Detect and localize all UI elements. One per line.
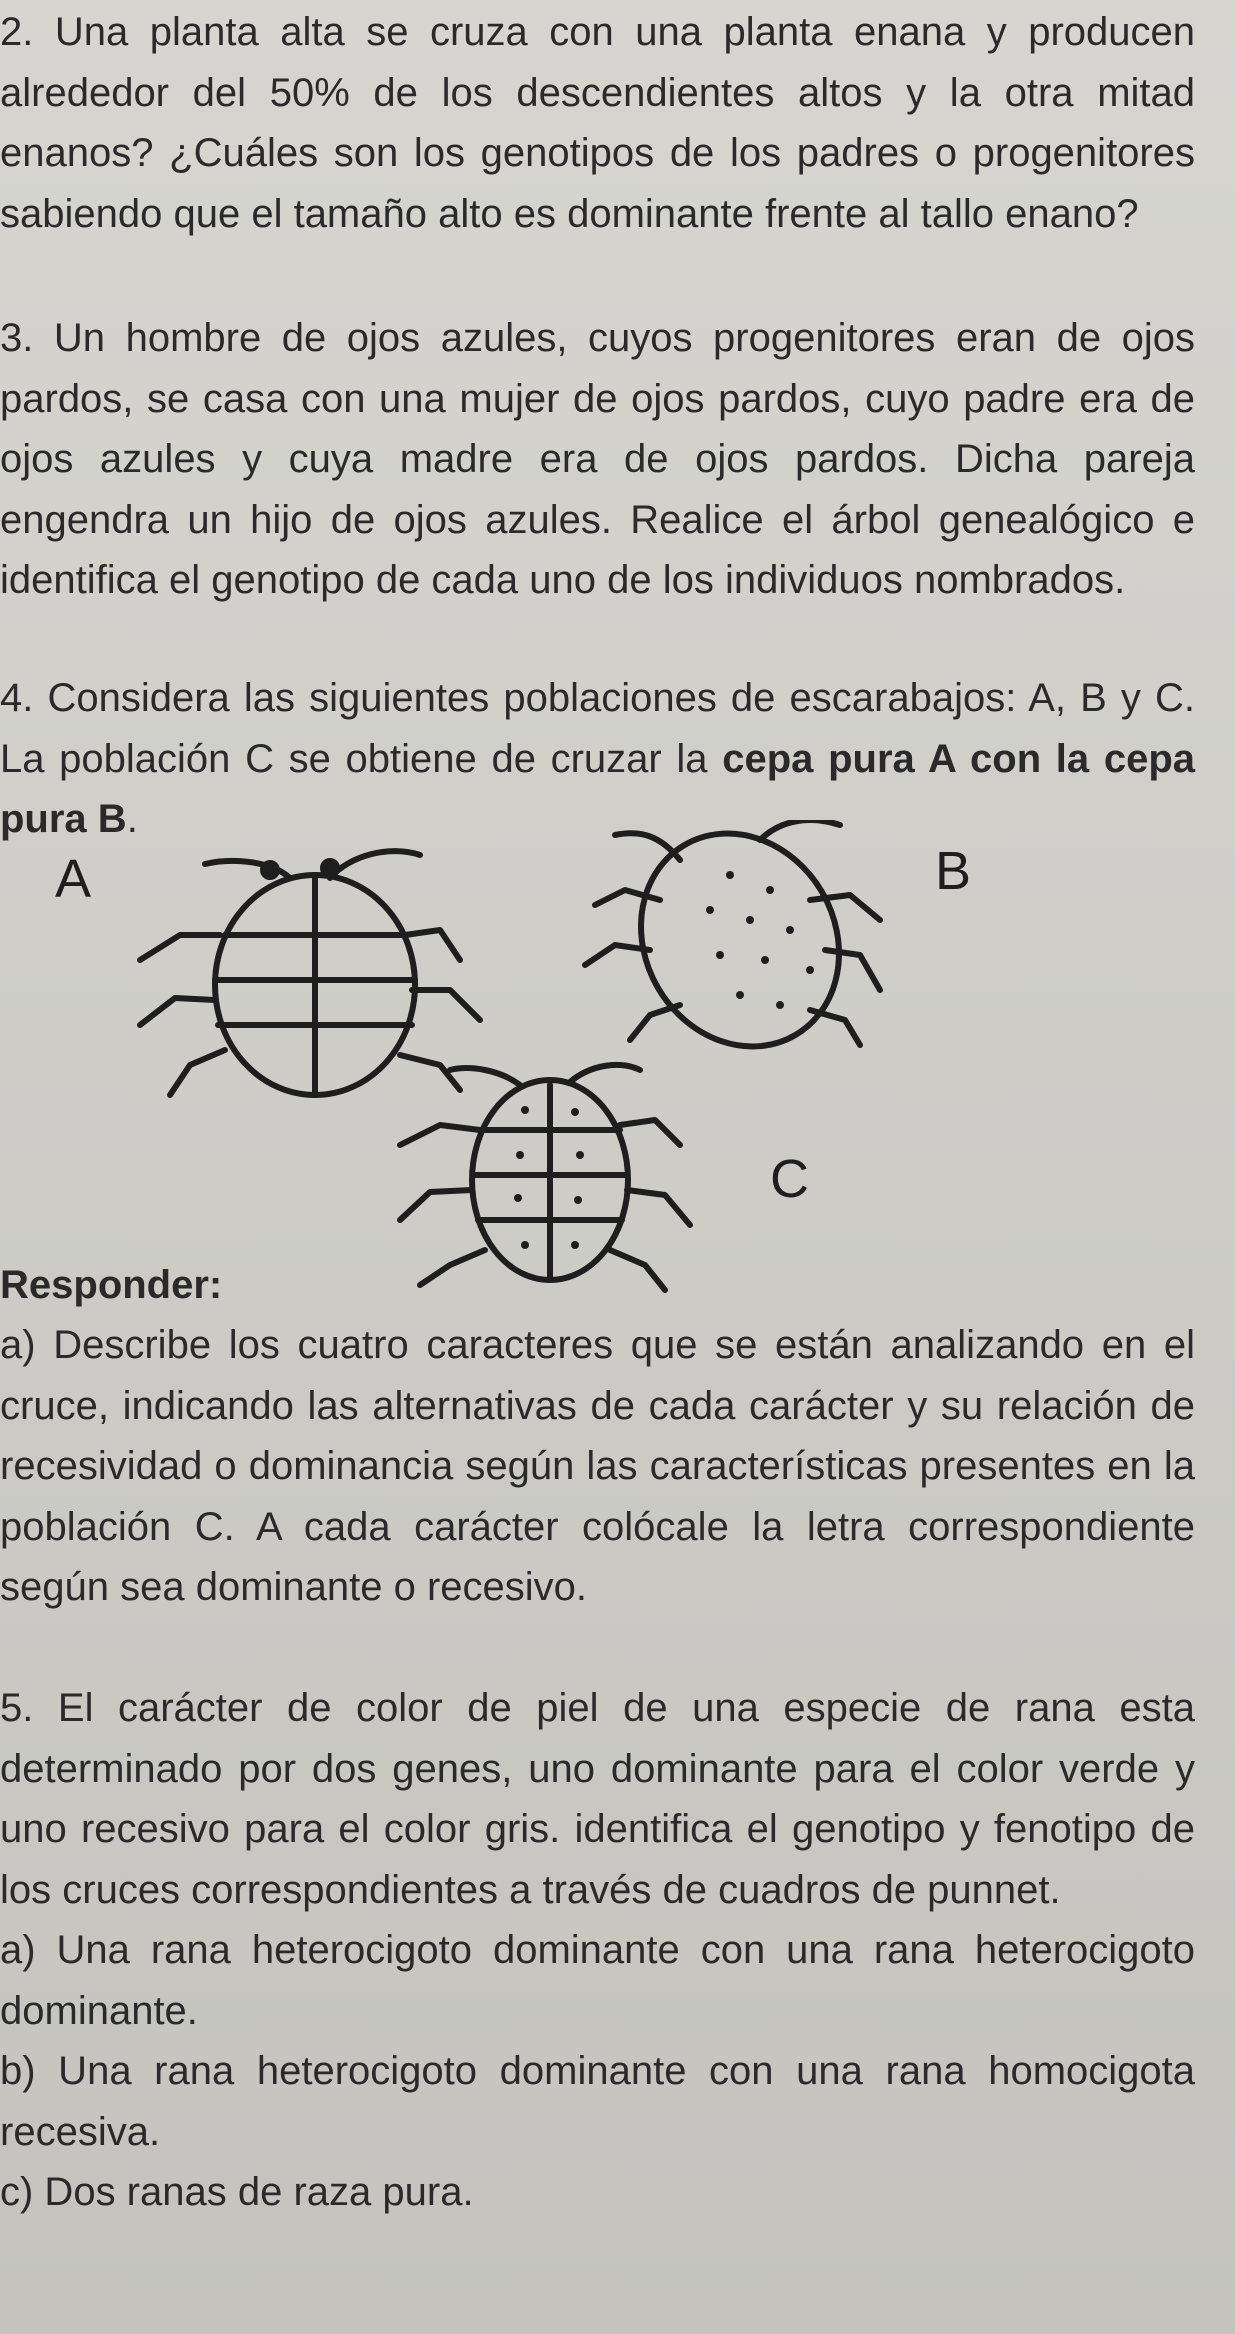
- question-4a: [0, 1315, 1195, 1618]
- beetle-drawings: [120, 820, 920, 1320]
- question-4a-text: a) Describe los cuatro caracteres que se están analizando en el cruce, indicando las alternativas de cada carácter y su relación de recesividad o dominancia según las características presentes en la población C. A cada carácter colócale la letra correspondiente según sea dominante o recesivo.: [0, 1323, 1195, 1609]
- respond-label: Responder:: [0, 1263, 223, 1307]
- question-2: [0, 2, 1195, 244]
- question-4-end: .: [126, 797, 138, 841]
- beetle-c: [400, 1065, 690, 1290]
- beetle-a-label: A: [55, 849, 92, 909]
- beetle-b: [585, 820, 880, 1083]
- question-5c-text: c) Dos ranas de raza pura.: [0, 2170, 474, 2214]
- question-5: [0, 1678, 1195, 2223]
- question-5-text: 5. El carácter de color de piel de una especie de rana esta determinado por dos genes, uno dominante para el color verde y uno recesivo para el color gris. identifica el genotipo y fenotipo de los cruces correspondientes a través de cuadros de punnet.: [0, 1686, 1195, 1912]
- question-5b-text: b) Una rana heterocigoto dominante con una rana homocigota recesiva.: [0, 2049, 1195, 2154]
- question-4-bold: cepa pura A con la cepa pura B: [0, 736, 1195, 841]
- question-4-intro: 4. Considera las siguientes poblaciones de escarabajos: A, B y C. La población C se obtiene de cruzar la: [0, 676, 1195, 781]
- question-5a-text: a) Una rana heterocigoto dominante con una rana heterocigoto dominante.: [0, 1928, 1195, 2033]
- beetle-b-label: B: [935, 841, 972, 901]
- question-3: [0, 308, 1195, 611]
- question-2-text: 2. Una planta alta se cruza con una planta enana y producen alrededor del 50% de los descendientes altos y la otra mitad enanos? ¿Cuáles son los genotipos de los padres o progenitores sabiendo que el tamaño alto es dominante frente al tallo enano?: [0, 10, 1195, 236]
- beetle-a: [140, 851, 480, 1095]
- beetle-c-label: C: [770, 1149, 809, 1209]
- question-3-text: 3. Un hombre de ojos azules, cuyos progenitores eran de ojos pardos, se casa con una mujer de ojos pardos, cuyo padre era de ojos azules y cuya madre era de ojos pardos. Dicha pareja engendra un hijo de ojos azules. Realice el árbol genealógico e identifica el genotipo de cada uno de los individuos nombrados.: [0, 316, 1195, 602]
